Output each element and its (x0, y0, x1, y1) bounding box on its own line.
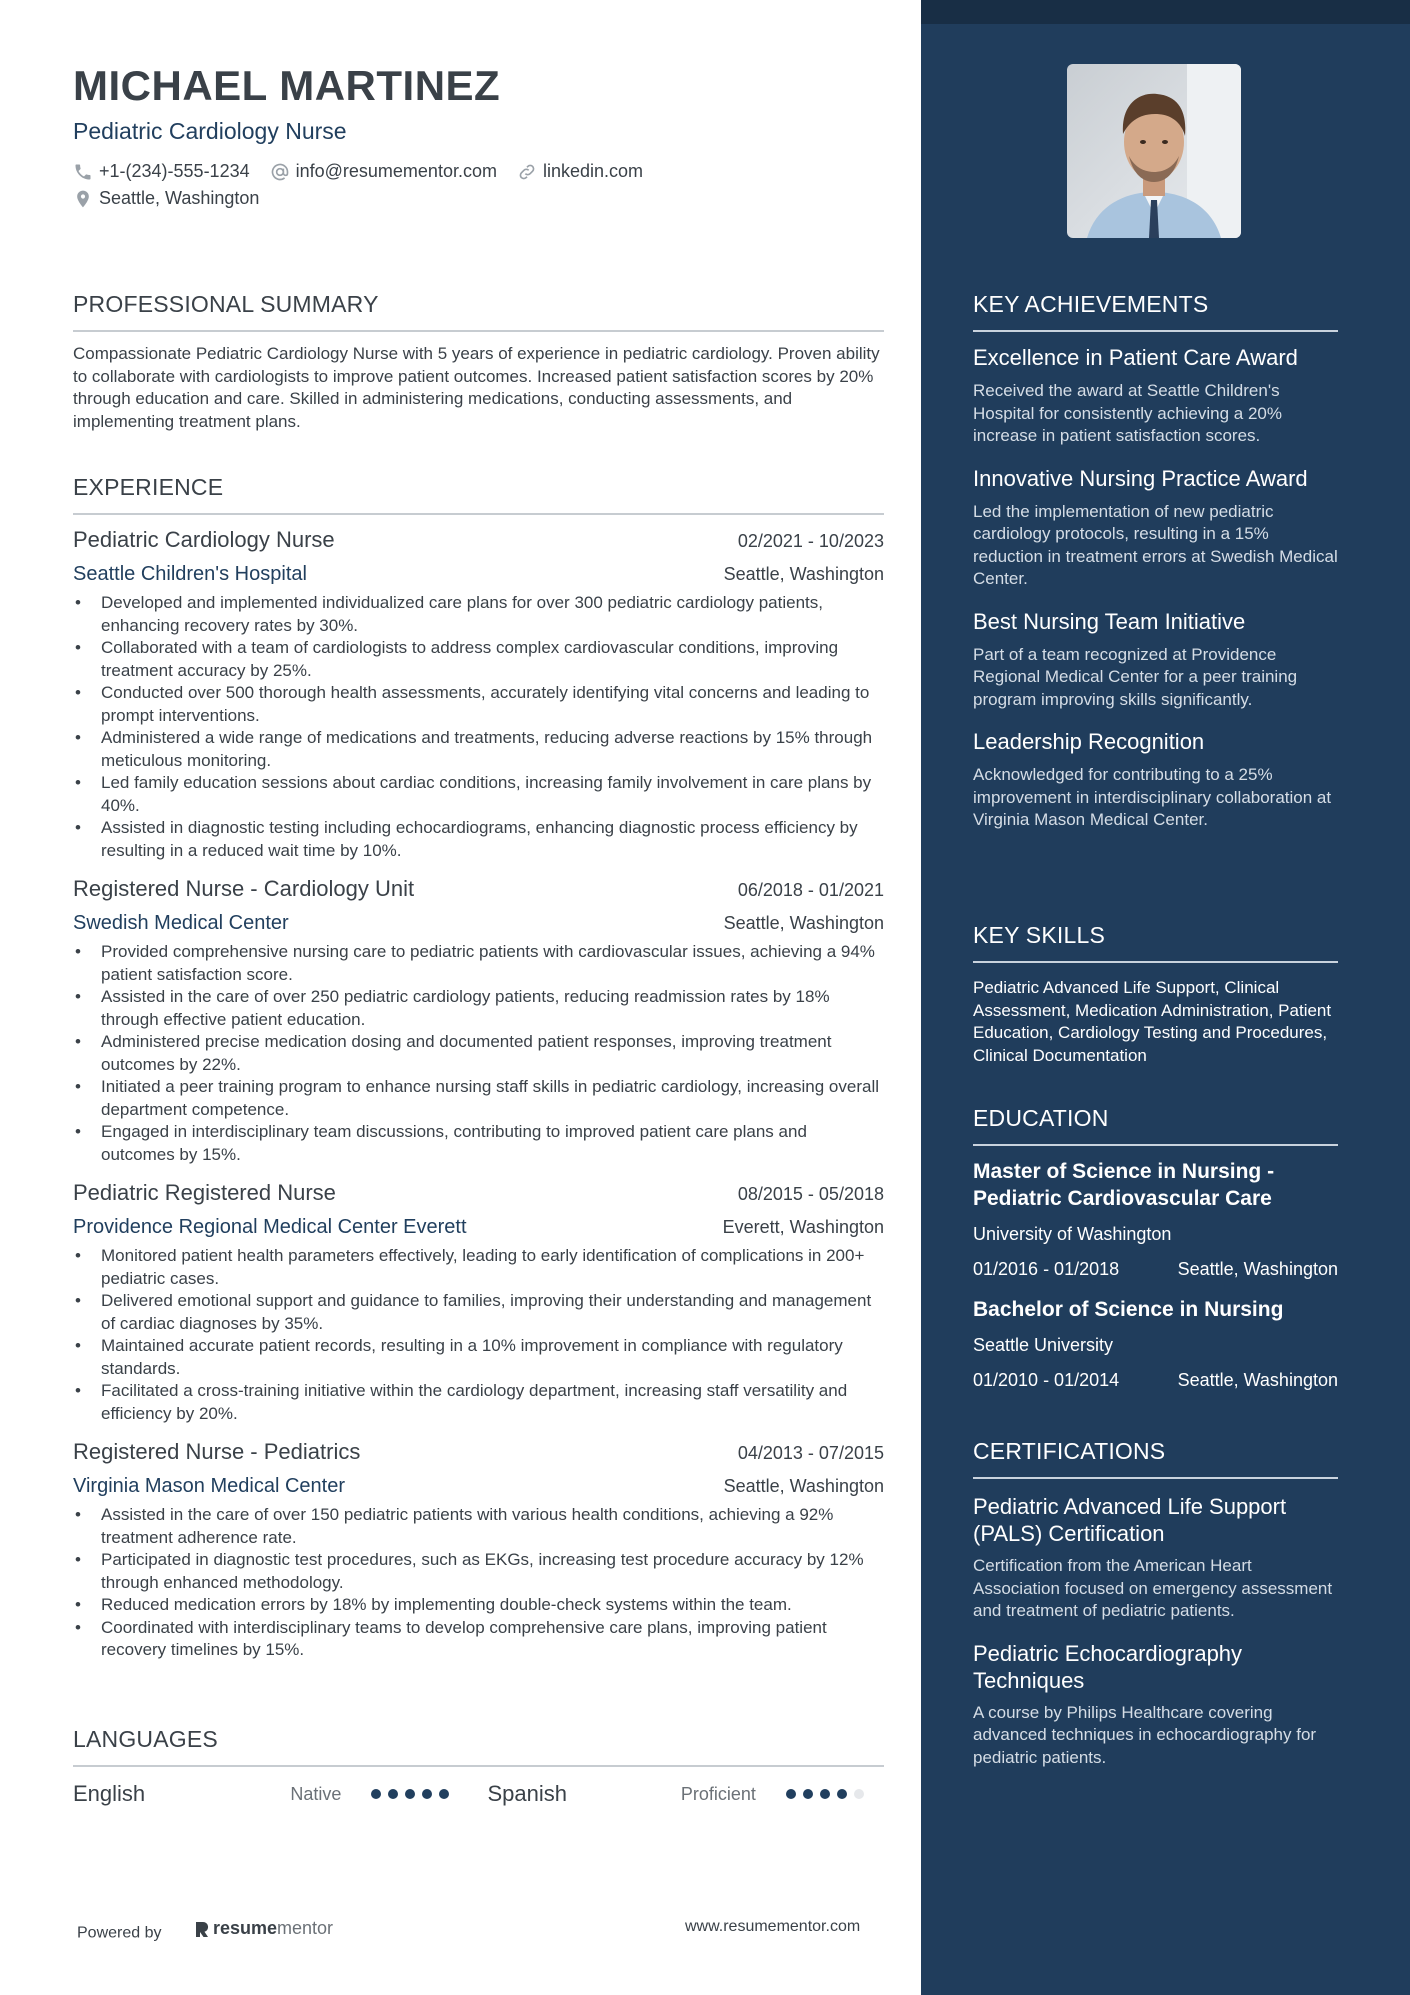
location-text: Seattle, Washington (99, 188, 260, 208)
skills-text: Pediatric Advanced Life Support, Clinical Assessment, Medication Administration, Patient Education, Cardiology Testing and Procedures, Clinical Documentation (973, 978, 1332, 1065)
rating-dot (422, 1789, 432, 1799)
education-meta (973, 1259, 1338, 1280)
certifications-title: CERTIFICATIONS (973, 1438, 1338, 1479)
footer-site[interactable]: www.resumementor.com (685, 1918, 861, 1935)
list-item: • Coordinated with interdisciplinary teams to develop comprehensive care plans, improving patient recovery timelines by 15%. (73, 1617, 884, 1662)
rating-dot (854, 1789, 864, 1799)
footer-powered (77, 1918, 333, 1943)
list-item: • Conducted over 500 thorough health assessments, accurately identifying vital concerns and leading to prompt interventions. (73, 682, 884, 727)
page-title: MICHAEL MARTINEZ (73, 62, 501, 109)
list-item: • Engaged in interdisciplinary team discussions, contributing to improved patient care plans and outcomes by 15%. (73, 1121, 884, 1166)
education-meta (973, 1370, 1338, 1391)
job-title: Pediatric Registered Nurse (73, 1180, 336, 1205)
languages-section (73, 1726, 884, 1807)
certification-desc: Certification from the American Heart Association focused on emergency assessment and treatment of pediatric patients. (973, 1556, 1333, 1620)
education-location: Seattle, Washington (1177, 1370, 1338, 1390)
profile-photo (1067, 64, 1241, 238)
link-icon (517, 162, 537, 182)
job-entry (73, 876, 884, 1166)
certifications-section (973, 1438, 1338, 1769)
job-company: Swedish Medical Center (73, 912, 289, 934)
certification-title: Pediatric Echocardiography Techniques (973, 1640, 1243, 1693)
skills-section (973, 922, 1338, 1067)
summary-title: PROFESSIONAL SUMMARY (73, 291, 884, 332)
job-company: Virginia Mason Medical Center (73, 1475, 345, 1497)
email-text[interactable]: info@resumementor.com (295, 161, 497, 181)
list-item: • Administered precise medication dosing and documented patient responses, improving treatment outcomes by 22%. (73, 1031, 884, 1076)
job-dates: 08/2015 - 05/2018 (737, 1184, 884, 1204)
languages-row (73, 1781, 884, 1807)
list-item: • Administered a wide range of medications and treatments, reducing adverse reactions by 15% through meticulous monitoring. (73, 727, 884, 772)
rating-dot (439, 1789, 449, 1799)
rating-dot (786, 1789, 796, 1799)
achievement-title: Best Nursing Team Initiative (973, 608, 1246, 634)
job-dates: 06/2018 - 01/2021 (737, 880, 884, 900)
list-item: • Developed and implemented individualized care plans for over 300 pediatric cardiology patients, enhancing recovery rates by 30%. (73, 592, 884, 637)
list-item: • Facilitated a cross-training initiative within the cardiology department, increasing staff versatility and efficiency by 20%. (73, 1380, 884, 1425)
education-dates: 01/2010 - 01/2014 (973, 1370, 1120, 1390)
rating-dot (803, 1789, 813, 1799)
rating-dot (405, 1789, 415, 1799)
brand-light: mentor (277, 1918, 334, 1938)
list-item: • Assisted in the care of over 150 pediatric patients with various health conditions, achieving a 92% treatment adherence rate. (73, 1504, 884, 1549)
achievements-title: KEY ACHIEVEMENTS (973, 291, 1338, 332)
sidebar (921, 0, 1410, 1995)
education-section (973, 1105, 1338, 1391)
website-text[interactable]: linkedin.com (542, 161, 644, 181)
list-item: • Participated in diagnostic test procedures, such as EKGs, increasing test procedure accuracy by 12% through enhanced methodology. (73, 1549, 884, 1594)
job-bullets (73, 592, 884, 862)
contact-phone (73, 161, 250, 182)
list-item: • Reduced medication errors by 18% by implementing double-check systems within the team. (73, 1594, 884, 1617)
rating-dot (820, 1789, 830, 1799)
job-location: Everett, Washington (722, 1217, 884, 1237)
experience-title: EXPERIENCE (73, 474, 884, 515)
list-item: • Led family education sessions about cardiac conditions, increasing family involvement in care plans by 40%. (73, 772, 884, 817)
job-company: Seattle Children's Hospital (73, 563, 307, 585)
language-level: Proficient (680, 1783, 756, 1804)
brand-bold: resume (212, 1918, 277, 1938)
job-entry (73, 1439, 884, 1662)
language-name: English (73, 1781, 146, 1806)
list-item: • Assisted in diagnostic testing including echocardiograms, enhancing diagnostic process efficiency by resulting in a reduced wait time by 10%. (73, 817, 884, 862)
job-bullets (73, 1245, 884, 1425)
language-level: Native (290, 1783, 342, 1804)
education-degree: Master of Science in Nursing - Pediatric Cardiovascular Care (973, 1160, 1275, 1210)
contact-email (270, 161, 497, 182)
education-school: Seattle University (973, 1335, 1114, 1355)
achievement-desc: Led the implementation of new pediatric cardiology protocols, resulting in a 15% reduction in treatment errors at Swedish Medical Center. (973, 501, 1338, 588)
education-title: EDUCATION (973, 1105, 1338, 1146)
map-pin-icon (73, 189, 93, 209)
brand-logo[interactable] (194, 1918, 333, 1939)
languages-title: LANGUAGES (73, 1726, 884, 1767)
job-location: Seattle, Washington (723, 913, 884, 933)
contact-location (73, 188, 259, 209)
achievement-title: Innovative Nursing Practice Award (973, 465, 1308, 491)
achievement-title: Excellence in Patient Care Award (973, 345, 1298, 370)
job-role: Pediatric Cardiology Nurse (73, 118, 347, 144)
rating-dot (388, 1789, 398, 1799)
at-sign-icon (270, 162, 290, 182)
achievement-desc: Part of a team recognized at Providence Regional Medical Center for a peer training program improving skills significantly. (973, 644, 1298, 709)
list-item: • Provided comprehensive nursing care to pediatric patients with cardiovascular issues, achieving a 94% patient satisfaction score. (73, 941, 884, 986)
education-location: Seattle, Washington (1177, 1259, 1338, 1279)
achievement-title: Leadership Recognition (973, 729, 1205, 754)
phone-text[interactable]: +1-(234)-555-1234 (99, 161, 250, 181)
experience-section (73, 474, 884, 1662)
summary-text: Compassionate Pediatric Cardiology Nurse with 5 years of experience in pediatric cardiology. Proven ability to collaborate with cardiologists to improve patient outcomes. Increased patient satisfaction scores by 20% through education and care. Skilled in administering medications, conducting assessments, and implementing treatment plans. (73, 344, 880, 431)
contact-row (73, 161, 663, 182)
job-title: Pediatric Cardiology Nurse (73, 527, 335, 552)
achievements-section (973, 291, 1338, 832)
job-company: Providence Regional Medical Center Everett (73, 1216, 467, 1238)
language-name: Spanish (487, 1781, 568, 1806)
sidebar-top-band (921, 0, 1410, 24)
job-entry (73, 527, 884, 862)
education-dates: 01/2016 - 01/2018 (973, 1259, 1120, 1279)
job-location: Seattle, Washington (723, 1476, 884, 1496)
achievement-desc: Received the award at Seattle Children's Hospital for consistently achieving a 20% increase in patient satisfaction scores. (973, 381, 1282, 445)
list-item: • Collaborated with a team of cardiologists to address complex cardiovascular conditions, improving treatment accuracy by 25%. (73, 637, 884, 682)
list-item: • Delivered emotional support and guidance to families, improving their understanding and management of cardiac diagnoses by 35%. (73, 1290, 884, 1335)
job-location: Seattle, Washington (723, 564, 884, 584)
powered-by-label: Powered by (77, 1924, 162, 1942)
language-rating (786, 1789, 884, 1799)
job-bullets (73, 1504, 884, 1662)
job-entry (73, 1180, 884, 1425)
resumementor-logo-icon (194, 1920, 210, 1938)
language-rating (371, 1789, 469, 1799)
summary-section (73, 291, 884, 433)
job-title: Registered Nurse - Pediatrics (73, 1439, 361, 1464)
phone-icon (73, 162, 93, 182)
list-item: • Initiated a peer training program to enhance nursing staff skills in pediatric cardiology, increasing overall department competence. (73, 1076, 884, 1121)
certification-title: Pediatric Advanced Life Support (PALS) Certification (973, 1494, 1287, 1546)
portrait-photo (1067, 64, 1241, 238)
contact-website (517, 161, 643, 182)
list-item: • Monitored patient health parameters effectively, leading to early identification of complications in 200+ pediatric cases. (73, 1245, 884, 1290)
list-item: • Assisted in the care of over 250 pediatric cardiology patients, reducing readmission rates by 18% through effective patient education. (73, 986, 884, 1031)
rating-dot (371, 1789, 381, 1799)
list-item: • Maintained accurate patient records, resulting in a 10% improvement in compliance with regulatory standards. (73, 1335, 884, 1380)
certification-desc: A course by Philips Healthcare covering advanced techniques in echocardiography for pediatric patients. (973, 1702, 1317, 1767)
job-dates: 04/2013 - 07/2015 (737, 1443, 884, 1463)
job-title: Registered Nurse - Cardiology Unit (73, 876, 415, 901)
skills-title: KEY SKILLS (973, 922, 1338, 963)
achievement-desc: Acknowledged for contributing to a 25% improvement in interdisciplinary collaboration at Virginia Mason Medical Center. (973, 765, 1332, 829)
education-degree: Bachelor of Science in Nursing (973, 1298, 1284, 1321)
rating-dot (837, 1789, 847, 1799)
contact-row-2 (73, 188, 279, 209)
job-dates: 02/2021 - 10/2023 (737, 531, 884, 551)
job-bullets (73, 941, 884, 1166)
education-school: University of Washington (973, 1224, 1172, 1244)
